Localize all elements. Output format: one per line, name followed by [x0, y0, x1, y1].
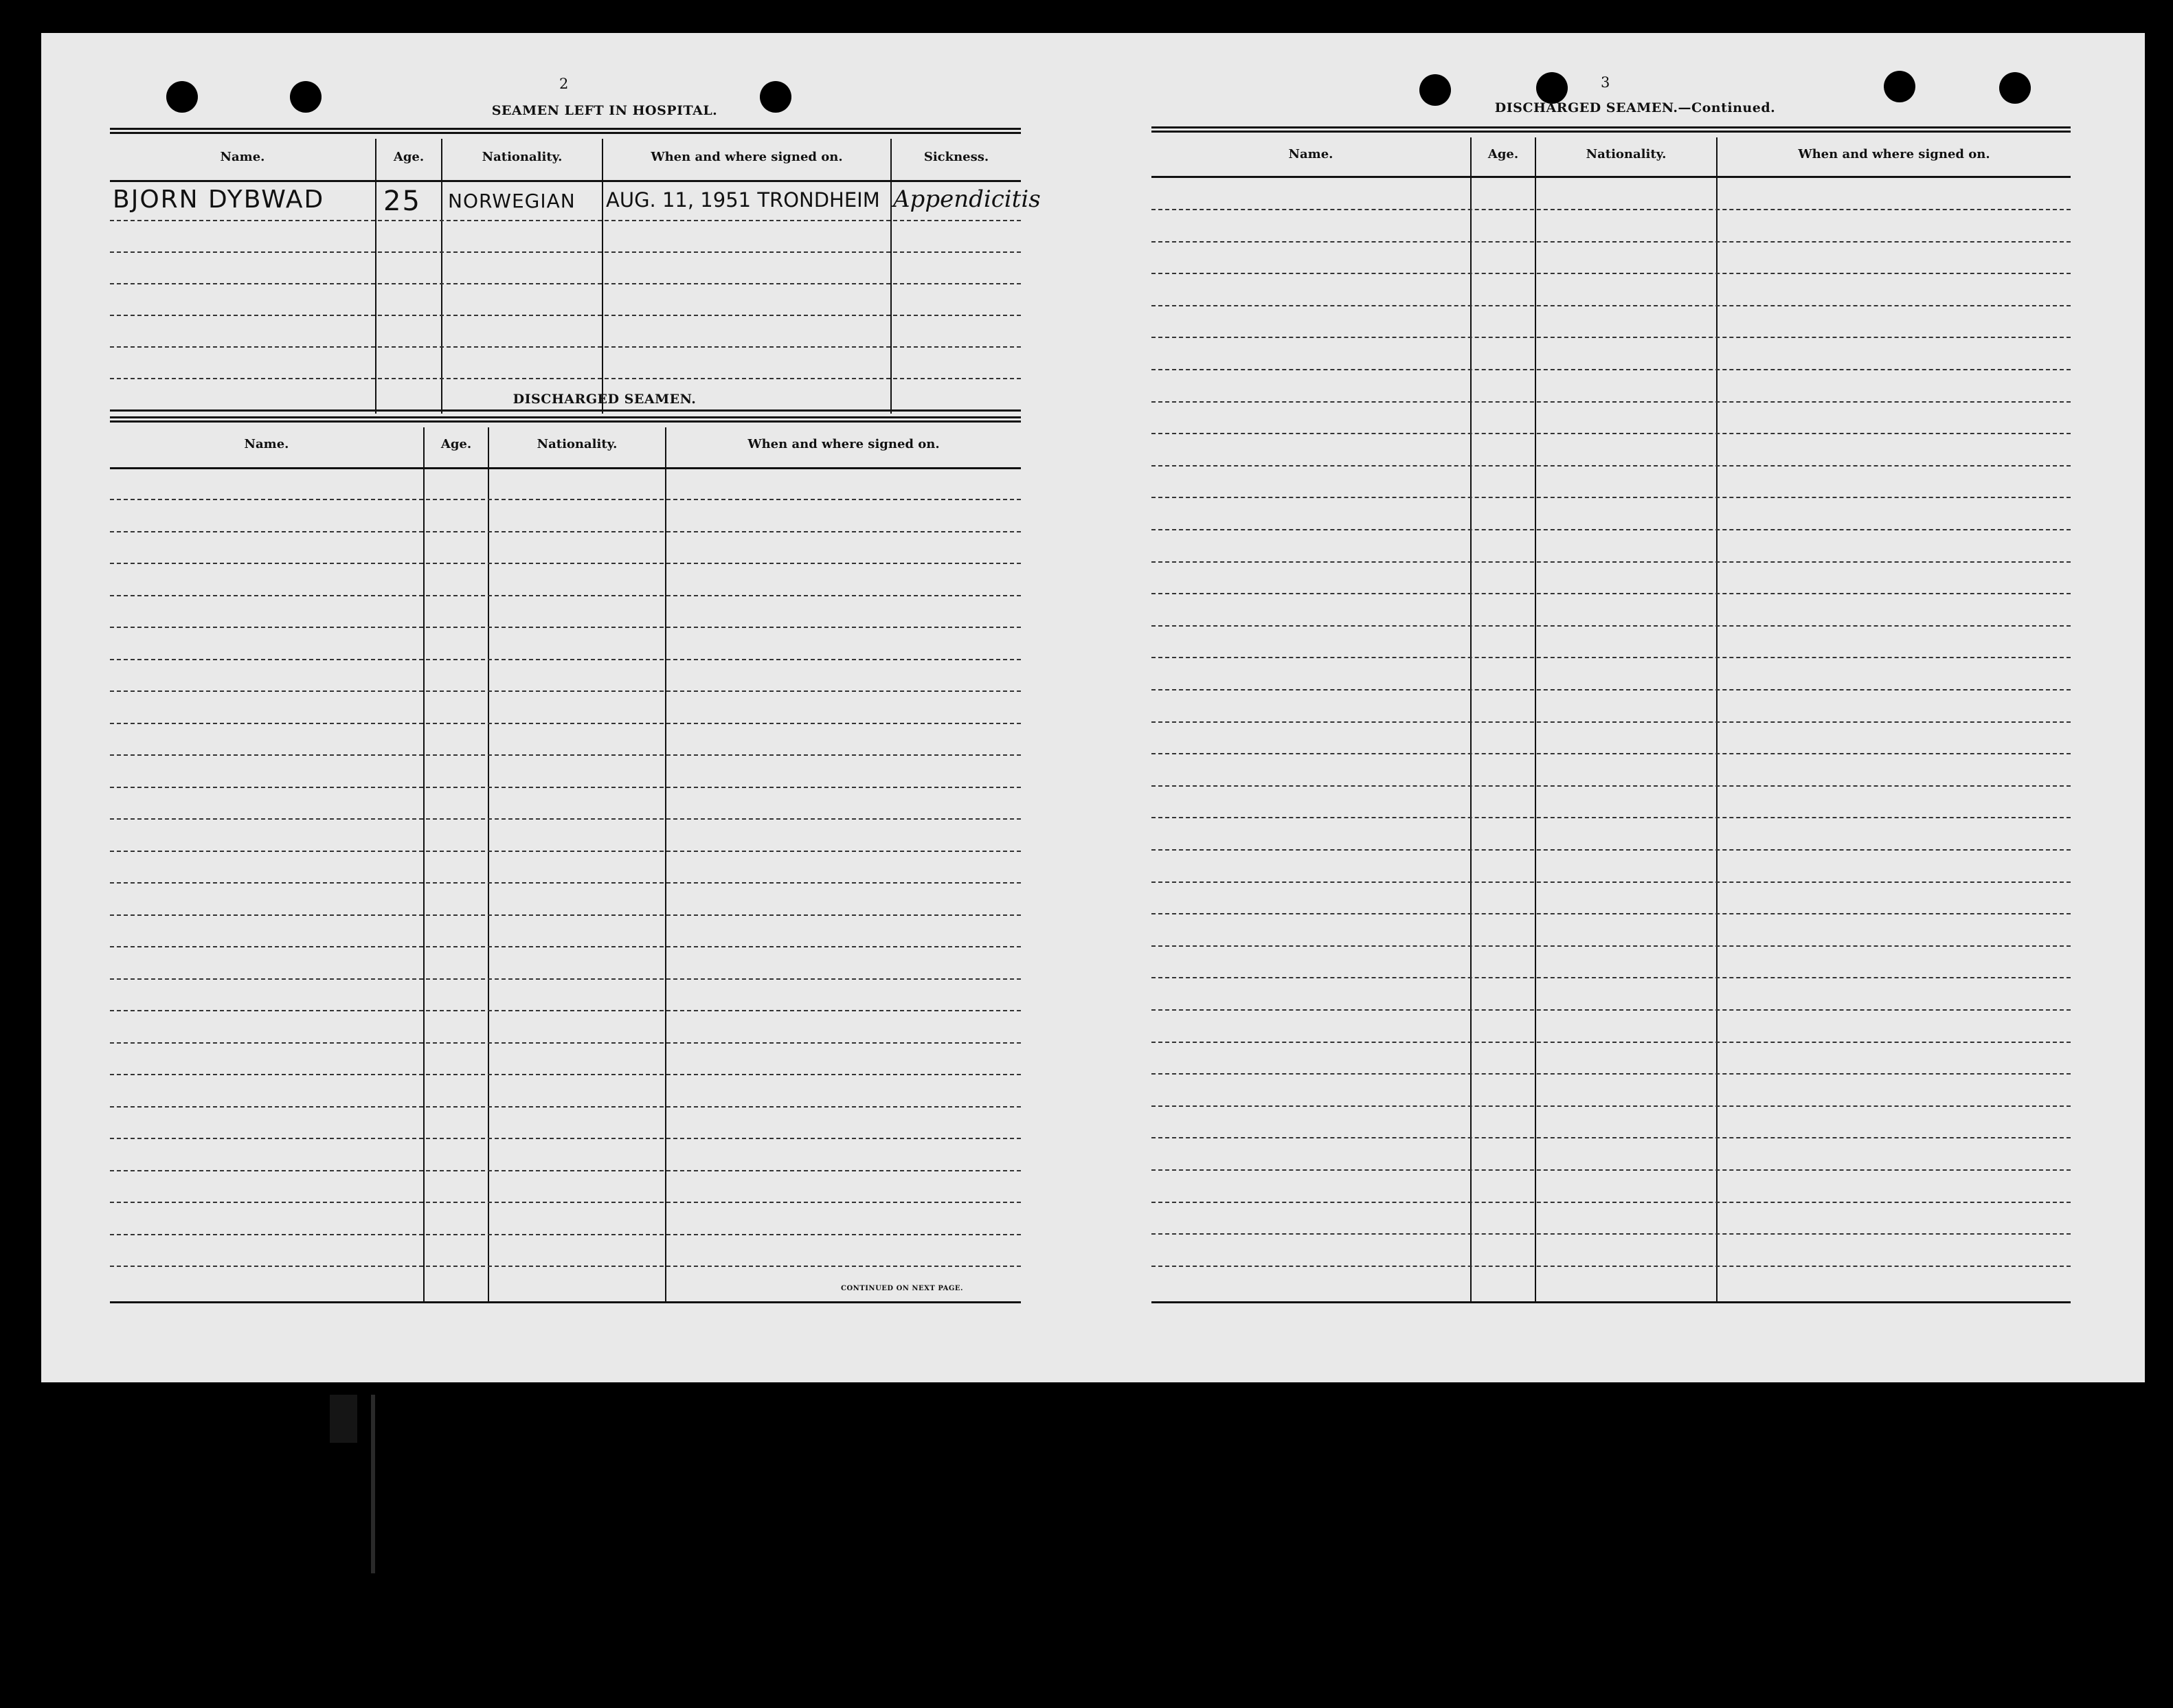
col-header-age: Age. — [440, 437, 472, 451]
document-sheet — [41, 33, 2145, 1382]
table-row — [110, 978, 1021, 980]
table-row — [110, 754, 1021, 756]
table-row — [110, 818, 1021, 820]
table-row — [110, 1266, 1021, 1267]
table-row — [1151, 241, 2071, 243]
col-header-nationality: Nationality. — [1586, 147, 1667, 161]
table-row — [1151, 465, 2071, 467]
header-rule — [110, 180, 1021, 182]
table-row — [110, 595, 1021, 596]
entry-name: BJORN DYBWAD — [113, 186, 325, 214]
entry-nationality: NORWEGIAN — [448, 190, 576, 212]
table-row — [1151, 1202, 2071, 1203]
col-header-age: Age. — [393, 150, 425, 164]
table-row — [110, 563, 1021, 564]
table-row — [1151, 401, 2071, 403]
punch-hole — [1999, 72, 2031, 104]
table-row — [110, 1170, 1021, 1171]
table-row — [110, 690, 1021, 692]
col-header-sickness: Sickness. — [923, 150, 989, 164]
table-row — [1151, 817, 2071, 818]
table-row — [110, 1202, 1021, 1203]
section-title-hospital: SEAMEN LEFT IN HOSPITAL. — [491, 103, 718, 118]
col-header-signed-on: When and where signed on. — [1798, 147, 1990, 161]
table-row — [1151, 1009, 2071, 1011]
col-divider — [1535, 137, 1536, 1301]
table-row — [1151, 593, 2071, 594]
table-row — [110, 787, 1021, 788]
table-row — [110, 1010, 1021, 1011]
entry-sickness: Appendicitis — [893, 186, 1041, 213]
punch-hole — [1884, 71, 1915, 102]
table-row — [1151, 1169, 2071, 1171]
header-rule — [1151, 176, 2071, 178]
table-row — [110, 346, 1021, 348]
table-row — [1151, 913, 2071, 914]
table-row — [110, 499, 1021, 500]
table-row — [1151, 337, 2071, 338]
table-row — [110, 1074, 1021, 1075]
col-header-name: Name. — [220, 150, 265, 164]
table-row — [1151, 721, 2071, 723]
table-row — [110, 1234, 1021, 1235]
table-row — [1151, 305, 2071, 306]
table-row — [110, 220, 1021, 221]
section-title-discharged-continued: DISCHARGED SEAMEN.—Continued. — [1494, 100, 1776, 115]
table-row — [110, 378, 1021, 379]
table-top-rule — [110, 128, 1021, 134]
col-header-name: Name. — [244, 437, 289, 451]
table-top-rule — [1151, 126, 2071, 133]
table-row — [1151, 849, 2071, 851]
table-row — [1151, 1137, 2071, 1138]
table-row — [1151, 1105, 2071, 1107]
col-divider — [890, 139, 892, 414]
entry-age: 25 — [383, 186, 421, 217]
table-row — [110, 723, 1021, 724]
scanner-artifact — [330, 1395, 357, 1443]
table-row — [110, 946, 1021, 947]
table-row — [110, 914, 1021, 916]
page-number-right: 3 — [1601, 74, 1610, 91]
table-row — [110, 251, 1021, 253]
table-row — [110, 531, 1021, 532]
punch-hole — [1419, 74, 1451, 106]
punch-hole — [290, 81, 322, 113]
table-row — [1151, 753, 2071, 754]
table-row — [1151, 1073, 2071, 1075]
punch-hole — [1536, 72, 1568, 104]
table-row — [110, 659, 1021, 660]
table-row — [1151, 657, 2071, 658]
table-row — [1151, 945, 2071, 947]
continued-note: CONTINUED ON NEXT PAGE. — [841, 1285, 964, 1292]
table-row — [1151, 1233, 2071, 1235]
table-row — [110, 315, 1021, 316]
table-bottom-rule — [110, 1301, 1021, 1303]
table-row — [1151, 881, 2071, 883]
table-row — [1151, 1266, 2071, 1267]
table-row — [1151, 209, 2071, 210]
section-title-discharged: DISCHARGED SEAMEN. — [513, 392, 697, 407]
col-divider — [1716, 137, 1718, 1301]
table-row — [1151, 369, 2071, 370]
col-header-nationality: Nationality. — [482, 150, 563, 164]
table-row — [1151, 433, 2071, 434]
table-row — [1151, 273, 2071, 274]
table-row — [110, 851, 1021, 852]
punch-hole — [166, 81, 198, 113]
col-header-signed-on: When and where signed on. — [747, 437, 940, 451]
table-row — [1151, 689, 2071, 690]
table-row — [110, 1138, 1021, 1139]
table-row — [1151, 625, 2071, 627]
page-number-left: 2 — [559, 76, 569, 92]
table-row — [110, 1042, 1021, 1044]
col-header-age: Age. — [1487, 147, 1519, 161]
col-divider — [602, 139, 603, 414]
table-row — [110, 882, 1021, 884]
col-header-name: Name. — [1288, 147, 1333, 161]
col-divider — [1470, 137, 1472, 1301]
col-header-nationality: Nationality. — [537, 437, 618, 451]
table-row — [110, 627, 1021, 628]
table-row — [1151, 785, 2071, 787]
entry-signed-on: AUG. 11, 1951 TRONDHEIM — [606, 188, 880, 212]
table-bottom-rule — [1151, 1301, 2071, 1303]
table-row — [110, 1106, 1021, 1108]
table-bottom-rule — [110, 409, 1021, 412]
table-row — [1151, 1042, 2071, 1043]
table-row — [1151, 497, 2071, 498]
table-row — [110, 283, 1021, 284]
table-row — [1151, 977, 2071, 978]
table-top-rule — [110, 416, 1021, 423]
col-divider — [375, 139, 376, 414]
table-row — [1151, 529, 2071, 530]
col-divider — [441, 139, 442, 414]
scanner-artifact — [371, 1395, 375, 1573]
header-rule — [110, 467, 1021, 469]
col-header-signed-on: When and where signed on. — [651, 150, 843, 164]
table-row — [1151, 561, 2071, 563]
